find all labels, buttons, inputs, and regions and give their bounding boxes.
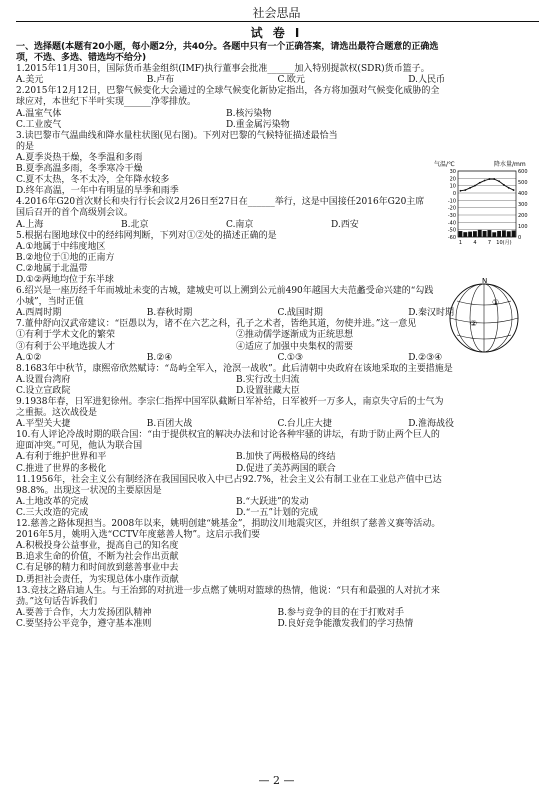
temperature-point [513,189,515,191]
option: B.参与竞争的目的在于打败对手 [277,607,404,618]
globe-diagram [430,276,538,356]
option: A.有利于维护世界和平 [16,452,107,463]
option: B.夏季高温多雨，冬季寒冷干燥 [16,164,143,175]
y-left-tick-label: -10 [447,198,456,205]
precipitation-bar [458,231,462,237]
question-8: 8.1683年中秋节，康熙帝欣然赋诗：“岛屿全军入，沧溟一战收”。此后清朝中央政府在该地采取的主要措施是 A.设置台湾府 B.实行改土归流 C.设立宣政院 D.设置驻藏大臣 [16,364,539,397]
option: B.百团大战 [146,419,193,430]
north-label: N [482,277,488,285]
question-2: 2.2015年12月12日，巴黎气候变化大会通过的全球气候变化新协定指出，各方将加强对气候变化威胁的全 球应对，本世纪下半叶实现______净零排放。 A.温室气体 B.核污染物 C.工业废气 D.重金属污染物 [16,86,440,130]
option: C.战国时期 [277,308,323,319]
option: D.重金属污染物 [226,119,290,130]
x-tick-label: 10(月) [496,240,512,246]
question-13: 13.竞技之路启迪人生。与王治郅的对抗进一步点燃了姚明对篮球的热情，他说：“只有和最强的人对抗才来 劲。”这句话告诉我们 A.要善于合作，大力发扬团队精神 B.参与竞争的目的在于打败对手 C.要坚持公平竞争，遵守基本准则 D.良好竞争能激发我们的学习热情 [16,586,539,630]
y-right-tick-label: 0 [518,235,522,241]
question-10: 10.有人评论冷战时期的联合国：“由于提供权宜的解决办法和讨论各种牢骚的讲坛，有助于防止两个巨人的 迎面冲突。”可见，他认为联合国 A.有利于维护世界和平 B.加快了两极格局的终结 C.推进了世界的多极化 D.促进了美苏两国的联合 [16,430,539,474]
plot-frame [458,171,516,237]
y-left-tick-label: 0 [452,191,456,197]
y-left-tick-label: 10 [449,183,456,190]
precipitation-bar [478,230,482,237]
option: C.②地属于北温带 [16,263,88,274]
y-right-tick-label: 200 [518,213,528,219]
option: D.勇担社会责任，为实现总体小康作贡献 [16,574,179,585]
ylabel-left: 气温/℃ [434,161,455,168]
temperature-point [508,187,510,189]
option: C.欧元 [277,75,305,86]
question-12: 12.慈善之路体现担当。2008年以来，姚明创建“姚基金”，捐助汶川地震灾区，并组织了慈善义赛等活动。 2016年5月，姚明入选“CCTV年度慈善人物”。这启示我们要 A.积极投身公益事业，提高自己的知名度 B.追求生命的价值，不断为社会作出贡献 C.有足够的精力和时间放到慈善事业中去 D.勇担社会责任，为实现总体小康作贡献 [16,519,539,586]
y-right-tick-label: 400 [518,191,528,197]
option: A.积极投身公益事业，提高自己的知名度 [16,541,179,552]
question-1: 1.2015年11月30日，国际货币基金组织(IMF)执行董事会批准______加入特别提款权(SDR)货币篮子。 A.美元 B.卢布 C.欧元 D.人民币 [16,64,539,86]
option: ③有利于公平地选拔人才 [16,341,116,352]
point-1-label: ① [492,298,500,307]
precipitation-bar [487,230,491,237]
option: B.春秋时期 [146,308,193,319]
temperature-point [464,189,466,191]
temperature-point [469,187,471,189]
option: B.实行改土归流 [236,374,300,385]
y-right-tick-label: 600 [518,169,528,175]
option: A.设置台湾府 [16,374,71,385]
option: B.②④ [146,352,173,363]
question-7: 7.董仲舒向汉武帝建议：“臣愚以为，诸不在六艺之科，孔子之术者，皆绝其道，勿使并进。”这一意见 ①有利于学术文化的繁荣 ②推动儒学逐渐成为正统思想 ③有利于公平地选拔人才 ④适应了加强中央集权的需要 A.①② B.②④ C.①③ D.②③④ [16,319,539,363]
option: B.②地位于①地的正南方 [16,252,115,263]
option: C.①③ [277,352,304,363]
y-left-tick-label: -60 [447,235,456,241]
precipitation-bar [473,231,477,237]
paris-climate-chart [432,159,542,249]
y-right-tick-label: 300 [518,202,528,208]
question-4: 4.2016年G20首次财长和央行行长会议2月26日至27日在______举行，这是中国接任2016年G20主席 国后召开的首个高级别会议。 A.上海 B.北京 C.南京 D.西安 [16,197,539,230]
option: A.温室气体 [16,108,62,119]
option: B.“大跃进”的发动 [236,496,309,507]
precipitation-bar [468,232,472,237]
option: D.①②两地均位于东半球 [16,274,114,285]
option: D.②③④ [408,352,443,363]
precipitation-bar [507,231,511,237]
y-right-tick-label: 100 [518,224,528,230]
y-left-tick-label: -50 [447,227,456,234]
option: C.工业废气 [16,119,62,130]
option: A.①② [16,352,42,363]
temperature-point [489,178,491,180]
subject-header: 社会思品 [252,6,301,20]
question-11: 11.1956年，社会主义公有制经济在我国国民收入中已占92.7%，社会主义公有制工业在工业总产值中已达 98.8%。出现这一状况的主要原因是 A.土地改革的完成 B.“大跃进”的发动 C.三大改造的完成 D.“一五”计划的完成 [16,475,539,519]
y-left-tick-label: -20 [447,205,456,212]
precipitation-bar [483,231,487,237]
option: A.平型关大捷 [16,419,71,430]
option: C.设立宣政院 [16,385,71,396]
y-right-tick-label: 500 [518,180,528,186]
option: ④适应了加强中央集权的需要 [236,341,354,352]
option: D.人民币 [408,75,446,86]
option: A.西周时期 [16,308,62,319]
option: A.上海 [16,219,44,230]
y-left-tick-label: 20 [449,176,456,183]
temperature-point [503,184,505,186]
y-left-tick-label: 30 [449,169,456,175]
option: C.南京 [226,219,254,230]
option: B.追求生命的价值，不断为社会作出贡献 [16,552,179,563]
x-tick-label: 4 [473,240,477,246]
option: B.加快了两极格局的终结 [236,452,336,463]
option: ①有利于学术文化的繁荣 [16,330,116,341]
question-5: 5.根据右图地球仪中的经纬网判断，下列对①②处的描述正确的是 A.①地属于中纬度地区 B.②地位于①地的正南方 C.②地属于北温带 D.①②两地均位于东半球 [16,231,436,286]
precipitation-bars [458,230,515,237]
precipitation-bar [502,230,506,237]
option: B.卢布 [146,75,175,86]
option: C.台儿庄大捷 [277,419,332,430]
option: A.美元 [16,75,44,86]
option: A.土地改革的完成 [16,496,89,507]
option: A.夏季炎热干燥，冬季温和多雨 [16,152,143,163]
question-9: 9.1938年春，日军进犯徐州。李宗仁指挥中国军队截断日军补给，日军被歼一万多人，南京失守后的士气为 之重振。这次战役是 A.平型关大捷 B.百团大战 C.台儿庄大捷 D.淮海战役 [16,397,539,430]
question-3: 3.读巴黎市气温曲线和降水量柱状图(见右图)。下列对巴黎的气候特征描述最恰当 的是 A.夏季炎热干燥，冬季温和多雨 B.夏季高温多雨，冬季寒冷干燥 C.夏不太热，冬不太冷，全年降水较多 D.终年高温，一年中有明显的旱季和雨季 [16,131,436,198]
paper-title: 试 卷 Ⅰ [250,26,303,40]
option: D.终年高温，一年中有明显的旱季和雨季 [16,186,179,197]
ylabel-right: 降水量/mm [494,161,526,168]
temperature-curve [460,179,513,191]
temperature-point [460,190,462,192]
option: D.淮海战役 [408,419,455,430]
temperature-line [460,178,515,192]
precipitation-bar [463,232,467,237]
precipitation-bar [492,232,496,237]
y-left-tick-label: -40 [447,220,456,227]
option: D.秦汉时期 [408,308,455,319]
question-6: 6.绍兴是一座历经千年而城址未变的古城，建城史可以上溯到公元前490年越国大夫范蠡受命兴建的“勾践 小城”，当时正值 A.西周时期 B.春秋时期 C.战国时期 D.秦汉时期 [16,286,539,319]
x-tick-label: 1 [458,240,463,246]
option: C.有足够的精力和时间放到慈善事业中去 [16,563,179,574]
option: D.良好竞争能激发我们的学习热情 [277,618,414,629]
option: C.三大改造的完成 [16,507,89,518]
x-tick-label: 7 [487,240,492,246]
temperature-point [479,182,481,184]
option: D.促进了美苏两国的联合 [236,463,336,474]
precipitation-bar [497,231,501,237]
temperature-point [498,180,500,182]
page-number: — 2 — [258,774,295,787]
temperature-point [474,185,476,187]
header-rule [16,21,539,22]
option: B.北京 [121,219,149,230]
option: A.①地属于中纬度地区 [16,241,106,252]
precipitation-bar [512,231,516,237]
option: C.推进了世界的多极化 [16,463,107,474]
option: D.“一五”计划的完成 [236,507,318,518]
option: C.要坚持公平竞争，遵守基本准则 [16,618,152,629]
option: D.西安 [331,219,359,230]
temperature-point [484,180,486,182]
option: C.夏不太热，冬不太冷，全年降水较多 [16,175,170,186]
section-heading: 一、选择题(本题有20小题，每小题2分，共40分。各题中只有一个正确答案，请选出最符合题意的正确选 项，不选、多选、错选均不给分) [16,42,439,64]
option: D.设置驻藏大臣 [236,385,300,396]
option: B.核污染物 [226,108,272,119]
option: ②推动儒学逐渐成为正统思想 [236,330,354,341]
temperature-point [493,178,495,180]
option: A.要善于合作，大力发扬团队精神 [16,607,152,618]
point-2-label: ② [470,319,478,328]
y-left-tick-label: -30 [447,213,456,219]
